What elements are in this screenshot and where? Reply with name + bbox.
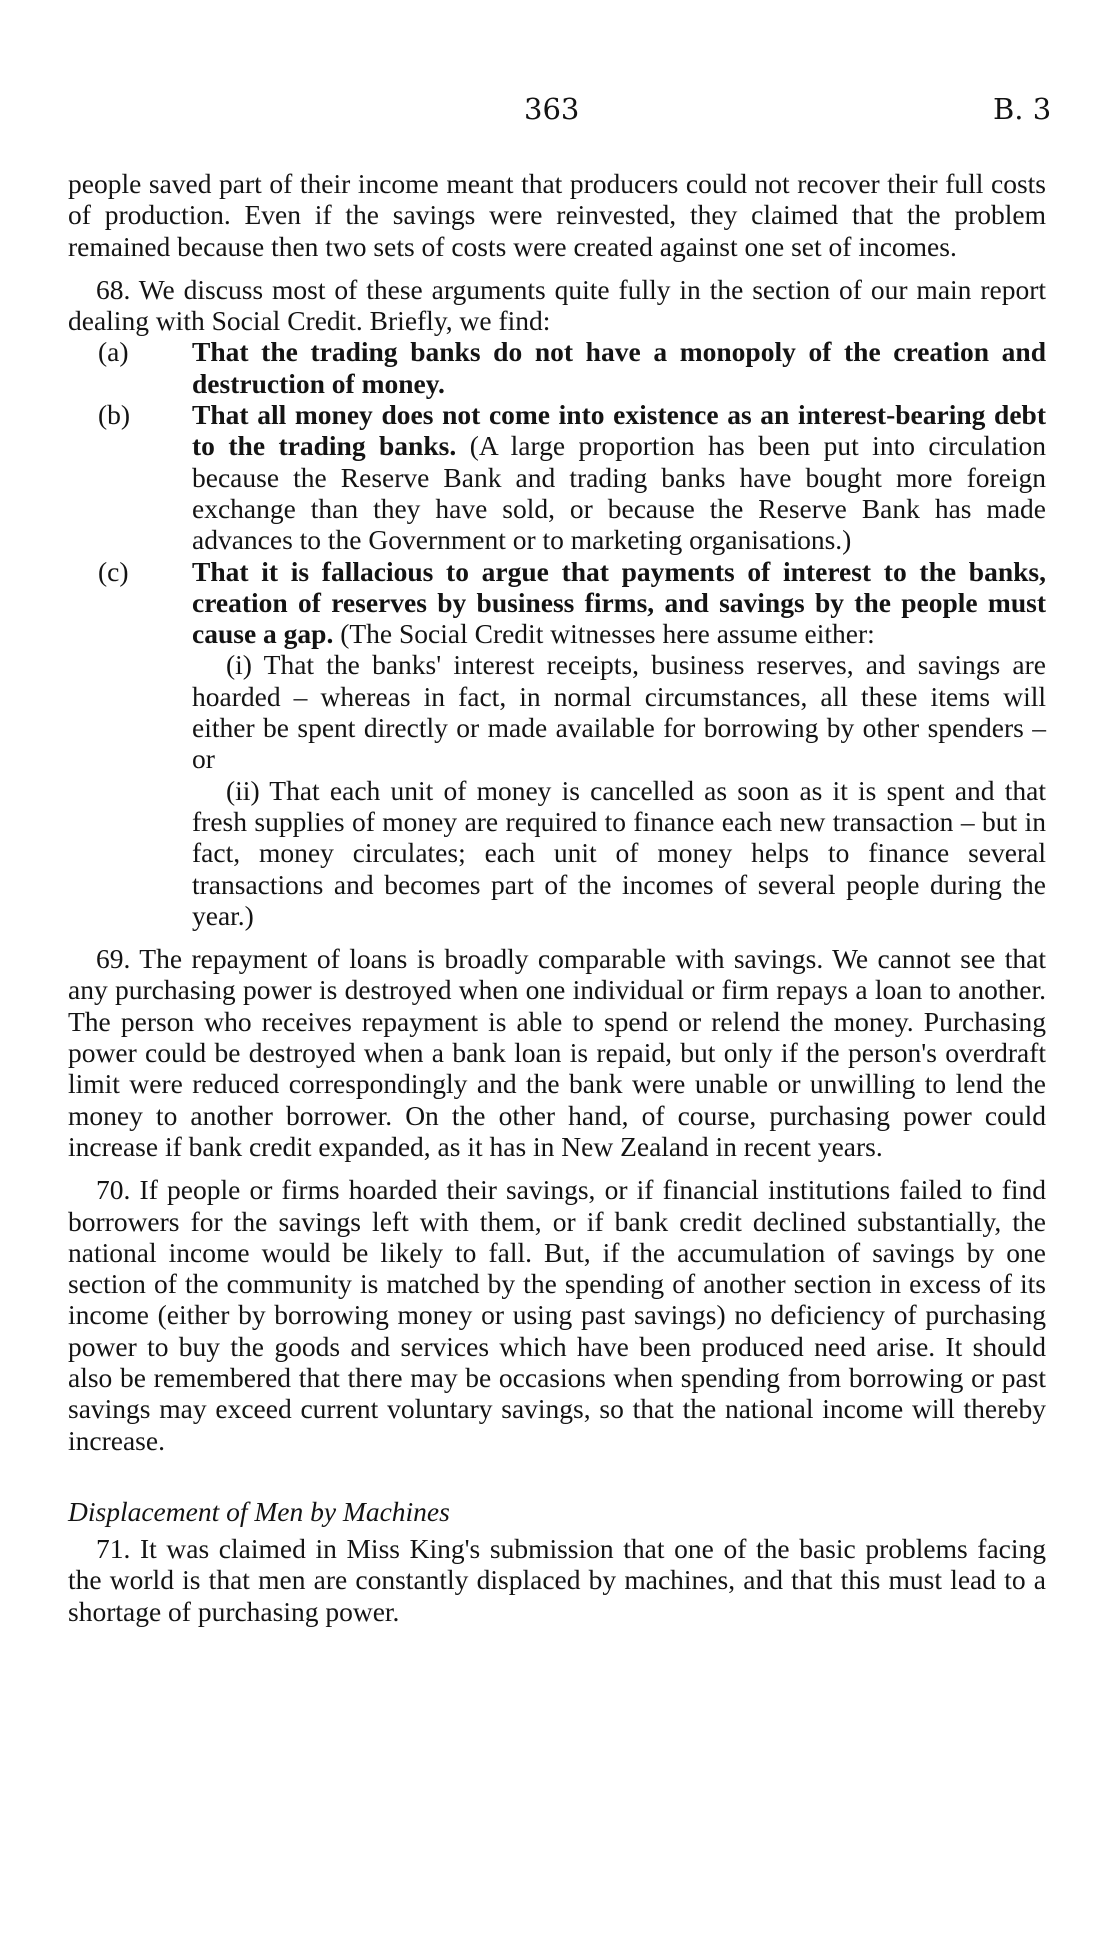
finding-b xyxy=(68,399,1046,555)
paragraph-intro: people saved part of their income meant that producers could not recover their full costs of production. Even if the savings were reinvested, they claimed that the problem remained because then two sets of costs were created against one set of incomes. xyxy=(68,168,1046,262)
finding-b-bold-text: That all money does not come into existence as an interest-bearing debt to the trading banks. xyxy=(192,399,1046,462)
paragraph-69: 69. The repayment of loans is broadly comparable with savings. We cannot see that any purchasing power is destroyed when one individual or firm repays a loan to another. The person who receives repayment is able to spend or relend the money. Purchasing power could be destroyed when a bank loan is repaid, but only if the person's overdraft limit were reduced correspondingly and the bank were unable or unwilling to lend the money to another borrower. On the other hand, of course, purchasing power could increase if bank credit expanded, as it has in New Zealand in recent years. xyxy=(68,943,1046,1162)
finding-c-bold-text: That it is fallacious to argue that payments of interest to the banks, creation of reserves by business firms, and savings by the people must cause a gap. xyxy=(192,555,1046,650)
finding-c xyxy=(68,556,1046,650)
section-code: B. 3 xyxy=(993,92,1052,126)
finding-c-label: (c) xyxy=(98,555,129,587)
finding-a-text: That the trading banks do not have a monopoly of the creation and destruction of money. xyxy=(192,336,1046,399)
finding-a-label: (a) xyxy=(98,336,129,368)
page-body xyxy=(68,168,1046,1627)
finding-c-text: (The Social Credit witnesses here assume either: xyxy=(340,618,875,650)
paragraph-71: 71. It was claimed in Miss King's submission that one of the basic problems facing the world is that men are constantly displaced by machines, and that this must lead to a shortage of purchasing power. xyxy=(68,1533,1046,1627)
sub-item-i: (i) That the banks' interest receipts, business reserves, and savings are hoarded – whereas in fact, in normal circumstances, all these items will either be spent directly or made available for borrowing by other spenders – or xyxy=(192,649,1046,775)
finding-b-label: (b) xyxy=(98,399,131,431)
finding-a xyxy=(68,336,1046,399)
paragraph-70: 70. If people or firms hoarded their savings, or if financial institutions failed to find borrowers for the savings left with them, or if bank credit declined substantially, the national income would be likely to fall. But, if the accumulation of savings by one section of the community is matched by the spending of another section in excess of its income (either by borrowing money or using past savings) no deficiency of purchasing power to buy the goods and services which have been produced need arise. It should also be remembered that there may be occasions when spending from borrowing or past savings may exceed current voluntary savings, so that the national income will thereby increase. xyxy=(68,1174,1046,1456)
finding-b-text: (A large proportion has been put into circulation because the Reserve Bank and trading banks have bought more foreign exchange than they have sold, or because the Reserve Bank has made advances to the Government or to marketing organisations.) xyxy=(192,430,1046,556)
paragraph-68: 68. We discuss most of these arguments quite fully in the section of our main report dealing with Social Credit. Briefly, we find: xyxy=(68,273,1046,337)
section-heading: Displacement of Men by Machines xyxy=(68,1495,450,1527)
page-number: 363 xyxy=(524,92,580,126)
page-header xyxy=(0,92,1114,132)
sub-item-ii: (ii) That each unit of money is cancelled as soon as it is spent and that fresh supplies of money are required to finance each new transaction – but in fact, money circulates; each unit of money helps to finance several transactions and becomes part of the incomes of several people during the year.) xyxy=(192,774,1046,931)
